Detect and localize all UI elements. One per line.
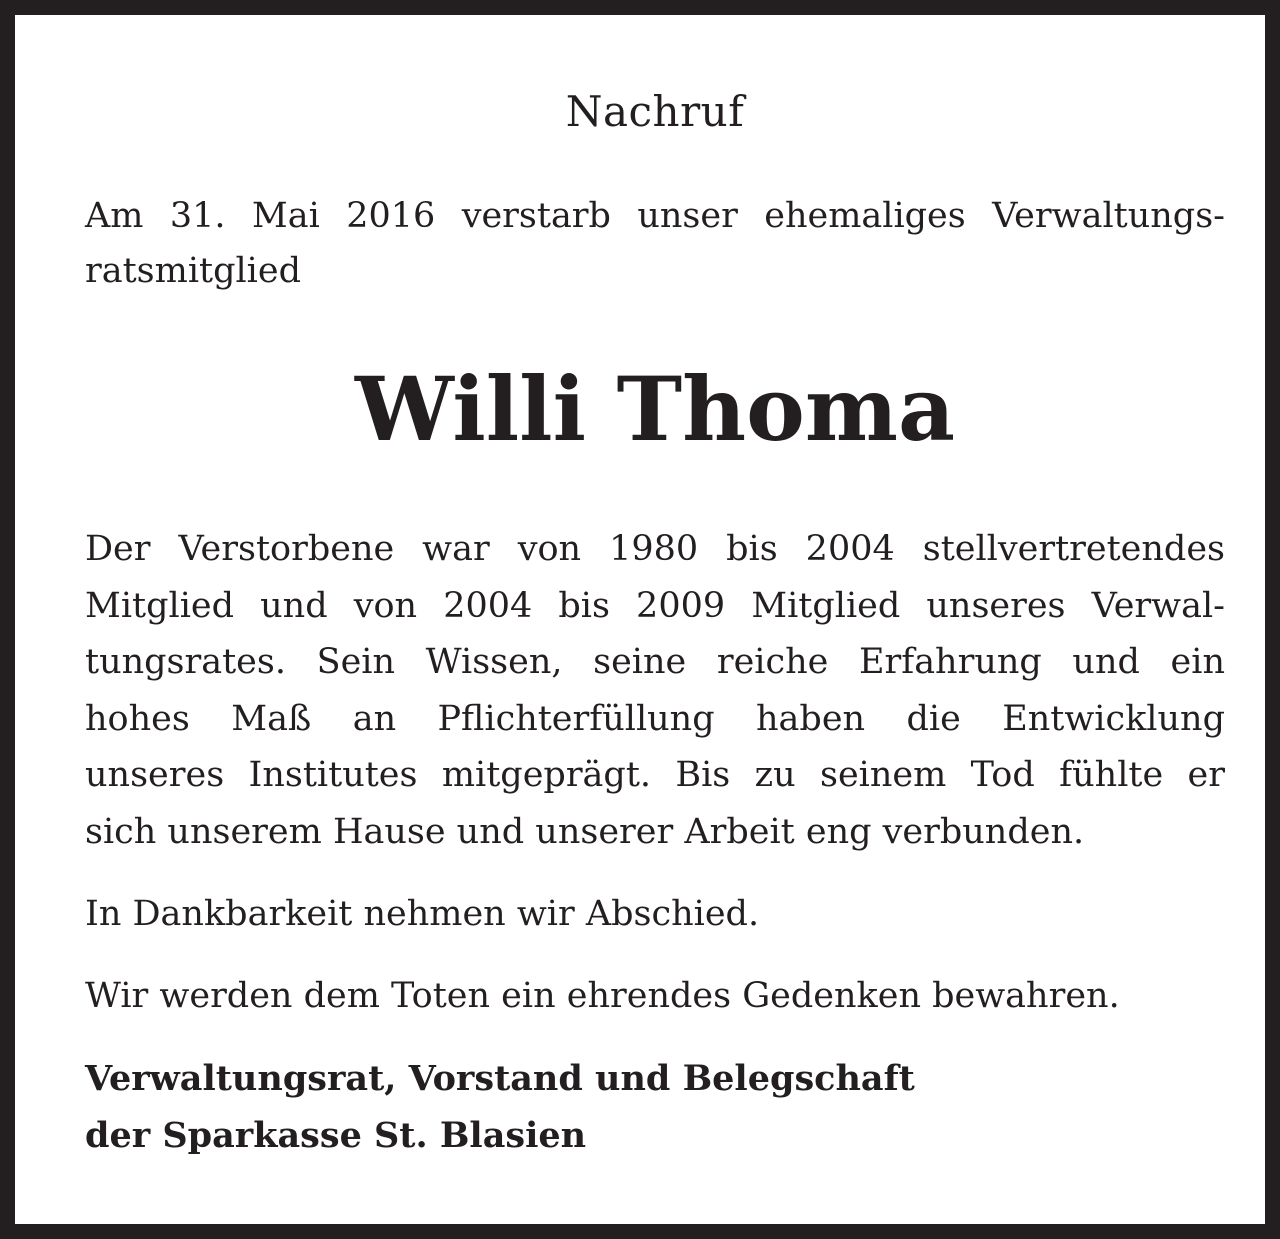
body-line: sich unserem Hause und unserer Arbeit eng verbunden. <box>85 811 1085 852</box>
body-line: hohes Maß an Pflichterfüllung haben die Entwicklung <box>85 698 1225 739</box>
signature-line-1: Verwaltungsrat, Vorstand und Belegschaft <box>85 1058 915 1099</box>
body-line: Mitglied und von 2004 bis 2009 Mitglied unseres Verwal- <box>85 585 1225 626</box>
intro-line-2: ratsmitglied <box>85 251 301 291</box>
body-line: tungsrates. Sein Wissen, seine reiche Erfahrung und ein <box>85 642 1225 682</box>
intro-line-1: Am 31. Mai 2016 verstarb unser ehemaliges Verwaltungs- <box>85 196 1225 236</box>
deceased-name: Willi Thoma <box>355 357 955 461</box>
intro-paragraph <box>85 189 1225 299</box>
signature-line-2: der Sparkasse St. Blasien <box>85 1115 587 1156</box>
body-line: unseres Institutes mitgeprägt. Bis zu seinem Tod fühlte er <box>85 755 1225 795</box>
signature <box>85 1050 1225 1164</box>
farewell-text: In Dankbarkeit nehmen wir Abschied. <box>85 894 760 934</box>
body-line: Der Verstorbene war von 1980 bis 2004 stellvertretendes <box>85 529 1225 569</box>
notice-heading: Nachruf <box>565 87 745 136</box>
remembrance-text: Wir werden dem Toten ein ehrendes Gedenken bewahren. <box>85 976 1120 1016</box>
notice-content <box>85 75 1225 1164</box>
body-paragraph <box>85 521 1225 860</box>
